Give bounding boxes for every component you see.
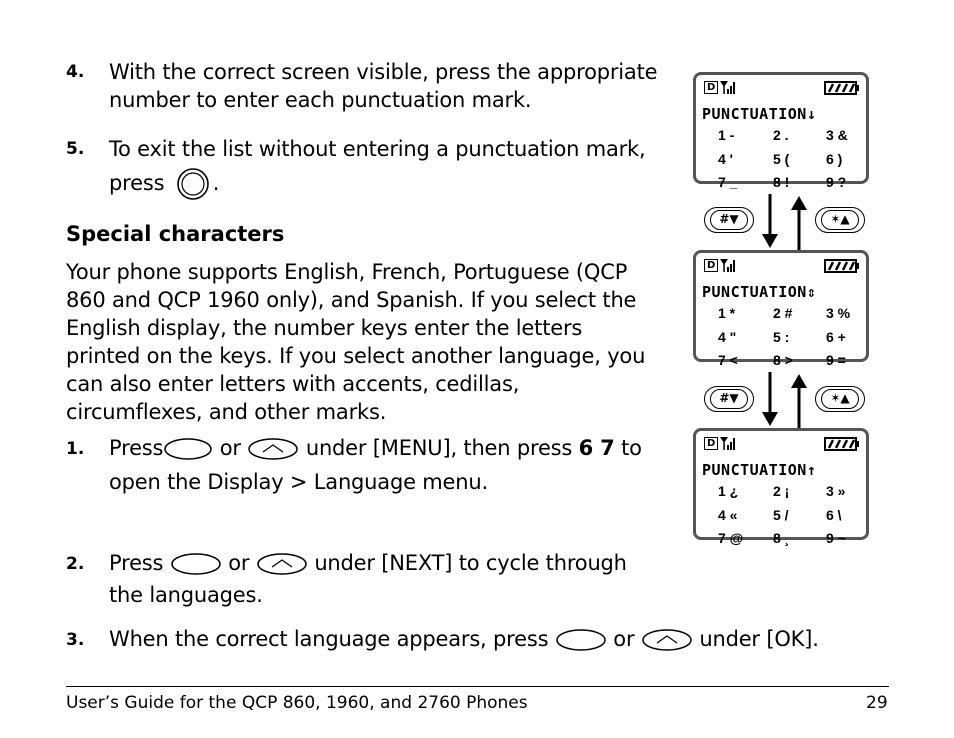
screen-title: PUNCTUATION↑ (702, 461, 817, 479)
punct-option: 3 » (826, 483, 846, 499)
step-text-fragment: under [MENU], then press (305, 436, 573, 460)
screen-title: PUNCTUATION↓ (702, 105, 817, 123)
signal-strength-icon (720, 80, 736, 95)
page-number: 29 (866, 693, 888, 713)
end-key-icon (173, 167, 213, 201)
paragraph-line: Your phone supports English, French, Portuguese (QCP (66, 260, 628, 284)
punct-option: 3 % (826, 305, 851, 321)
punct-option: 4 « (718, 507, 738, 523)
navigation-arrows-icon (760, 372, 810, 428)
section-paragraph (66, 258, 645, 426)
punct-option: 4 " (718, 329, 737, 345)
punct-option: 9 ? (826, 174, 847, 190)
digital-indicator-icon: D (704, 437, 718, 450)
signal-strength-icon (720, 258, 736, 273)
punct-option: 2 ¡ (773, 483, 790, 499)
right-softkey-icon (641, 628, 693, 652)
digital-indicator-icon: D (704, 259, 718, 272)
step-text (109, 549, 627, 577)
punct-option: 8 > (773, 352, 793, 368)
phone-screen-punctuation-3 (693, 428, 869, 546)
scroll-up-icon: ↑ (806, 461, 817, 479)
star-key-icon (815, 207, 865, 233)
step-text-fragment: or (228, 551, 250, 575)
navigation-arrows-icon (760, 194, 810, 250)
punct-option: 9 ~ (826, 530, 846, 546)
step-text-fragment: . (212, 171, 220, 195)
punct-option: 2 . (773, 127, 789, 143)
step-text-fragment: to (621, 436, 642, 460)
paragraph-line: circumflexes, and other marks. (66, 400, 387, 424)
punct-option: 9 = (826, 352, 846, 368)
right-softkey-icon (247, 437, 299, 461)
step-text-bold: 6 7 (578, 436, 615, 460)
screen-title: PUNCTUATION⇕ (702, 283, 817, 301)
footer-rule (66, 686, 889, 687)
paragraph-line: can also enter letters with accents, cedillas, (66, 372, 520, 396)
step-text-fragment: or (219, 436, 241, 460)
paragraph-line: English display, the number keys enter the letters (66, 316, 583, 340)
right-softkey-icon (256, 552, 308, 576)
punct-option: 7 @ (718, 530, 744, 546)
step-text-fragment: When the correct language appears, press (109, 627, 549, 651)
scroll-updown-icon: ⇕ (806, 283, 817, 301)
paragraph-line: printed on the keys. If you select another language, you (66, 344, 646, 368)
punct-option: 7 _ (718, 174, 738, 190)
punct-option: 8 ¸ (773, 530, 790, 546)
step-text (109, 625, 819, 653)
paragraph-line: 860 and QCP 1960 only), and Spanish. If you select the (66, 288, 637, 312)
step-number: 3. (66, 630, 85, 650)
signal-strength-icon (720, 436, 736, 451)
left-softkey-icon (163, 437, 213, 461)
battery-icon (824, 81, 860, 95)
punct-option: 5 : (773, 329, 790, 345)
step-text-line2 (109, 167, 219, 201)
step-text-fragment: press (109, 171, 165, 195)
punct-option: 5 / (773, 507, 789, 523)
punct-option: 5 ( (773, 151, 790, 167)
punct-option: 4 ' (718, 151, 734, 167)
signal-status (704, 258, 736, 273)
punct-option: 7 < (718, 352, 738, 368)
left-softkey-icon (170, 552, 222, 576)
battery-icon (824, 259, 860, 273)
punct-option: 8 ! (773, 174, 790, 190)
scroll-down-icon: ↓ (806, 105, 817, 123)
footer-title: User’s Guide for the QCP 860, 1960, and 2760 Phones (66, 693, 528, 713)
step-text: To exit the list without entering a punctuation mark, (109, 137, 646, 161)
step-text-fragment: Press (109, 551, 164, 575)
step-text-line2: open the Display > Language menu. (109, 470, 488, 494)
hash-key-icon (704, 386, 754, 412)
step-text-fragment: under [OK]. (699, 627, 819, 651)
step-text-fragment: under [NEXT] to cycle through (314, 551, 627, 575)
step-number: 5. (66, 139, 85, 159)
step-number: 1. (66, 439, 85, 459)
punct-option: 3 & (826, 127, 848, 143)
step-text-line2: the languages. (109, 583, 263, 607)
step-text-fragment: or (613, 627, 635, 651)
punct-option: 1 ¿ (718, 483, 739, 499)
punct-option: 6 + (826, 329, 846, 345)
section-heading: Special characters (66, 222, 285, 246)
step-number: 4. (66, 62, 85, 82)
hash-key-label: #▼ (710, 389, 748, 409)
star-key-icon (815, 386, 865, 412)
battery-icon (824, 437, 860, 451)
step-text: With the correct screen visible, press the appropriate number to enter each punctuation mark. (109, 60, 658, 112)
step-text-fragment: Press (109, 436, 164, 460)
punct-option: 2 # (773, 305, 793, 321)
punct-option: 6 ) (826, 151, 843, 167)
punct-option: 1 * (718, 305, 736, 321)
phone-screen-punctuation-2 (693, 250, 869, 368)
hash-key-icon (704, 207, 754, 233)
punct-option: 1 - (718, 127, 735, 143)
left-softkey-icon (555, 628, 607, 652)
punct-option: 6 \ (826, 507, 842, 523)
star-key-label: ✶▲ (821, 389, 859, 409)
star-key-label: ✶▲ (821, 210, 859, 230)
signal-status (704, 80, 736, 95)
hash-key-label: #▼ (710, 210, 748, 230)
signal-status (704, 436, 736, 451)
step-number: 2. (66, 554, 85, 574)
step-text (109, 434, 642, 462)
phone-screen-punctuation-1 (693, 72, 869, 190)
digital-indicator-icon: D (704, 81, 718, 94)
